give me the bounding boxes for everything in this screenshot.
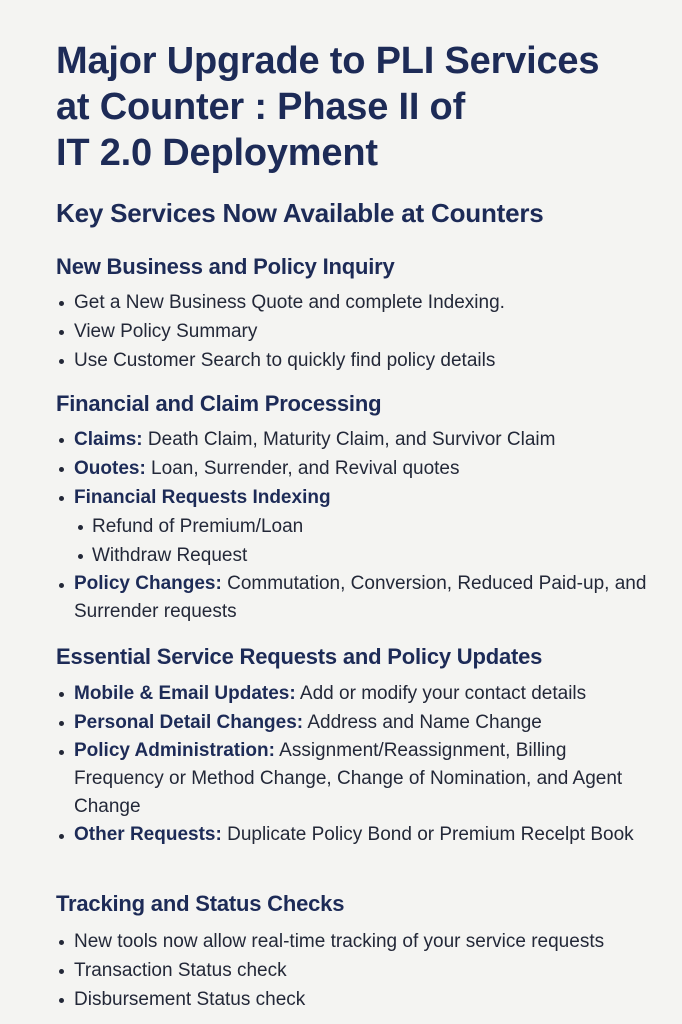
list-item [56,927,666,956]
section-heading-essential-service: Essential Service Requests and Policy Updates [56,644,543,669]
item-text: Commutation, Conversion, Reduced Paid-up, and Surrender requests [74,573,647,622]
item-text: Transaction Status check [74,960,287,981]
list-item [56,570,666,626]
item-label: Personal Detail Changes: [74,712,304,733]
list-sub-item [56,512,666,541]
page-subtitle: Key Services Now Available at Counters [56,198,544,228]
list-essential-service [56,679,666,849]
list-item [56,679,666,708]
item-text: View Policy Summary [74,321,258,342]
section-heading-tracking: Tracking and Status Checks [56,891,345,916]
item-text: New tools now allow real-time tracking of your service requests [74,931,605,952]
list-item [56,956,666,985]
list-item [56,483,666,512]
title-line-1: Major Upgrade to PLI Services [56,40,600,82]
item-text: Use Customer Search to quickly find policy details [74,350,496,371]
list-item [56,425,666,454]
section-heading-financial-claim: Financial and Claim Processing [56,391,382,416]
item-text: Disbursement Status check [74,989,306,1010]
title-line-3: IT 2.0 Deployment [56,132,378,174]
title-line-2: at Counter : Phase II of [56,86,466,128]
item-text: Add or modify your contact details [295,683,587,704]
item-text: Withdraw Request [92,545,248,566]
list-item [56,454,666,483]
list-item [56,317,666,346]
item-label: Mobile & Email Updates: [74,683,296,704]
list-financial-claim [56,425,666,626]
list-item [56,821,666,849]
list-new-business [56,288,666,375]
item-text: Get a New Business Quote and complete Indexing. [74,292,505,313]
item-text: Assignment/Reassignment, Billing Frequency or Method Change, Change of Nomination, and Agent Change [74,740,623,817]
item-text: Duplicate Policy Bond or Premium Recelpt Book [221,824,634,845]
list-item [56,737,666,821]
page-title [56,38,656,176]
item-label: Claims: [74,429,143,450]
list-item [56,346,666,375]
item-label: Other Requests: [74,824,222,845]
item-text: Loan, Surrender, and Revival quotes [145,458,460,479]
list-sub-item [56,541,666,570]
item-label: Policy Administration: [74,740,275,761]
list-item [56,985,666,1014]
item-text: Address and Name Change [303,712,542,733]
item-text: Death Claim, Maturity Claim, and Survivor Claim [142,429,556,450]
item-label: Ouotes: [74,458,146,479]
section-heading-new-business: New Business and Policy Inquiry [56,254,395,279]
item-label: Financial Requests Indexing [74,487,331,508]
list-tracking [56,927,666,1014]
list-item [56,288,666,317]
list-item [56,708,666,737]
item-label: Policy Changes: [74,573,222,594]
item-text: Refund of Premium/Loan [92,516,304,537]
